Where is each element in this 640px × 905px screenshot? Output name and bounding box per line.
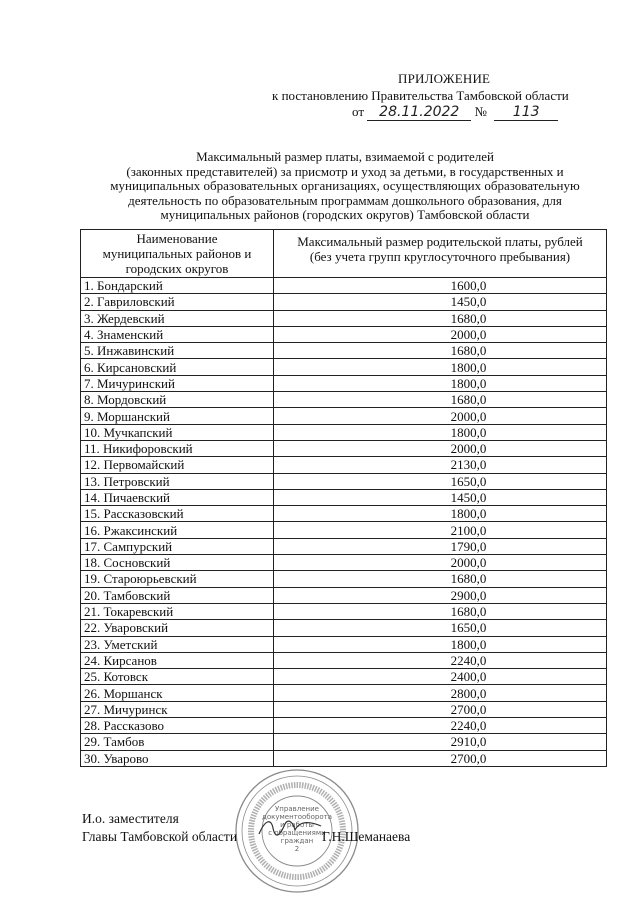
max-fee-value: 1680,0	[274, 343, 607, 359]
max-fee-value: 2100,0	[274, 522, 607, 538]
district-name: 28. Рассказово	[81, 718, 274, 734]
table-row	[81, 620, 607, 636]
district-name: 17. Сампурский	[81, 538, 274, 554]
header-fee-line: Максимальный размер родительской платы, рублей	[297, 234, 583, 249]
title-line: деятельность по образовательным программам дошкольного образования, для	[128, 192, 562, 208]
district-name: 8. Мордовский	[81, 392, 274, 408]
district-name: 5. Инжавинский	[81, 343, 274, 359]
table-row	[81, 489, 607, 505]
title-line: муниципальных районов (городских округов) Тамбовской области	[160, 207, 530, 222]
max-fee-value: 2000,0	[274, 555, 607, 571]
district-name: 3. Жердевский	[81, 310, 274, 326]
stamp-text-line: с обращениями	[268, 829, 326, 837]
appendix-heading: ПРИЛОЖЕНИЕ	[398, 71, 491, 86]
max-fee-value: 1680,0	[274, 571, 607, 587]
district-name: 25. Котовск	[81, 669, 274, 685]
stamp-text-line: и работы	[280, 821, 314, 829]
district-name: 2. Гавриловский	[81, 294, 274, 310]
signatory-title-line: Главы Тамбовской области	[82, 829, 238, 844]
number-label: №	[474, 104, 487, 119]
table-header-row	[81, 230, 607, 278]
district-name: 29. Тамбов	[81, 734, 274, 750]
district-name: 14. Пичаевский	[81, 489, 274, 505]
table-row	[81, 669, 607, 685]
header-max-fee	[274, 230, 607, 278]
district-name: 19. Староюрьевский	[81, 571, 274, 587]
max-fee-value: 2130,0	[274, 457, 607, 473]
max-fee-value: 2000,0	[274, 326, 607, 342]
max-fee-value: 2700,0	[274, 701, 607, 717]
district-name: 11. Никифоровский	[81, 440, 274, 456]
table-row	[81, 375, 607, 391]
signatory-title	[82, 810, 237, 846]
district-name: 16. Ржаксинский	[81, 522, 274, 538]
max-fee-value: 2400,0	[274, 669, 607, 685]
table-row	[81, 278, 607, 294]
max-fee-value: 1680,0	[274, 392, 607, 408]
title-line: (законных представителей) за присмотр и уход за детьми, в государственных и	[126, 163, 564, 179]
table-row	[81, 701, 607, 717]
max-fee-value: 1790,0	[274, 538, 607, 554]
district-name: 30. Уварово	[81, 750, 274, 766]
table-row	[81, 424, 607, 440]
max-fee-value: 1450,0	[274, 294, 607, 310]
max-fee-value: 1650,0	[274, 473, 607, 489]
max-fee-value: 2910,0	[274, 734, 607, 750]
title-line: Максимальный размер платы, взимаемой с родителей	[196, 149, 494, 164]
district-name: 10. Мучкапский	[81, 424, 274, 440]
district-name: 21. Токаревский	[81, 603, 274, 619]
district-name: 27. Мичуринск	[81, 701, 274, 717]
district-name: 13. Петровский	[81, 473, 274, 489]
header-district-line: муниципальных районов и	[102, 246, 252, 261]
max-fee-value: 1800,0	[274, 506, 607, 522]
table-row	[81, 392, 607, 408]
max-fee-value: 1800,0	[274, 375, 607, 391]
max-fee-value: 1680,0	[274, 310, 607, 326]
table-row	[81, 603, 607, 619]
stamp-text-line: документооборота	[262, 813, 332, 821]
max-fee-value: 2240,0	[274, 652, 607, 668]
header-district	[81, 230, 274, 278]
table-row	[81, 506, 607, 522]
document-title	[80, 150, 610, 223]
title-line: муниципальных образовательных организациях, осуществляющих образовательную	[110, 178, 580, 193]
max-fee-value: 1600,0	[274, 278, 607, 294]
district-name: 6. Кирсановский	[81, 359, 274, 375]
table-row	[81, 310, 607, 326]
table-row	[81, 750, 607, 766]
district-name: 15. Рассказовский	[81, 506, 274, 522]
district-name: 22. Уваровский	[81, 620, 274, 636]
max-fee-value: 2900,0	[274, 587, 607, 603]
table-row	[81, 522, 607, 538]
header-district-line: городских округов	[125, 261, 229, 276]
district-name: 26. Моршанск	[81, 685, 274, 701]
header-fee-line: (без учета групп круглосуточного пребывания)	[309, 249, 571, 264]
table-row	[81, 652, 607, 668]
table-row	[81, 359, 607, 375]
district-name: 24. Кирсанов	[81, 652, 274, 668]
district-name: 4. Знаменский	[81, 326, 274, 342]
table-row	[81, 538, 607, 554]
decree-date-number-line	[352, 104, 558, 121]
decree-date: 28.11.2022	[367, 105, 471, 121]
decree-reference: к постановлению Правительства Тамбовской области	[272, 88, 569, 103]
table-row	[81, 343, 607, 359]
district-name: 20. Тамбовский	[81, 587, 274, 603]
table-row	[81, 571, 607, 587]
max-fee-value: 1800,0	[274, 359, 607, 375]
max-fee-value: 1650,0	[274, 620, 607, 636]
district-name: 1. Бондарский	[81, 278, 274, 294]
table-row	[81, 555, 607, 571]
handwritten-signature	[255, 812, 325, 842]
max-fee-value: 2000,0	[274, 408, 607, 424]
table-row	[81, 718, 607, 734]
max-fee-value: 1800,0	[274, 636, 607, 652]
decree-number: 113	[494, 105, 558, 121]
table-row	[81, 294, 607, 310]
signatory-title-line: И.о. заместителя	[82, 811, 179, 826]
signatory-name: Г.Н.Шеманаева	[322, 829, 411, 844]
district-name: 9. Моршанский	[81, 408, 274, 424]
max-fee-value: 2700,0	[274, 750, 607, 766]
table-row	[81, 408, 607, 424]
stamp-text-line: граждан	[280, 837, 314, 845]
stamp-text-line: 2	[294, 845, 300, 853]
table-row	[81, 685, 607, 701]
table-row	[81, 326, 607, 342]
header-district-line: Наименование	[136, 231, 218, 246]
fee-table	[80, 229, 607, 767]
district-name: 23. Уметский	[81, 636, 274, 652]
max-fee-value: 1680,0	[274, 603, 607, 619]
from-label: от	[352, 104, 365, 119]
district-name: 12. Первомайский	[81, 457, 274, 473]
table-row	[81, 734, 607, 750]
district-name: 7. Мичуринский	[81, 375, 274, 391]
max-fee-value: 2240,0	[274, 718, 607, 734]
max-fee-value: 1800,0	[274, 424, 607, 440]
max-fee-value: 1450,0	[274, 489, 607, 505]
table-row	[81, 473, 607, 489]
table-row	[81, 587, 607, 603]
stamp-text-line: Управление	[275, 805, 319, 813]
table-row	[81, 440, 607, 456]
table-row	[81, 457, 607, 473]
max-fee-value: 2800,0	[274, 685, 607, 701]
table-row	[81, 636, 607, 652]
max-fee-value: 2000,0	[274, 440, 607, 456]
district-name: 18. Сосновский	[81, 555, 274, 571]
